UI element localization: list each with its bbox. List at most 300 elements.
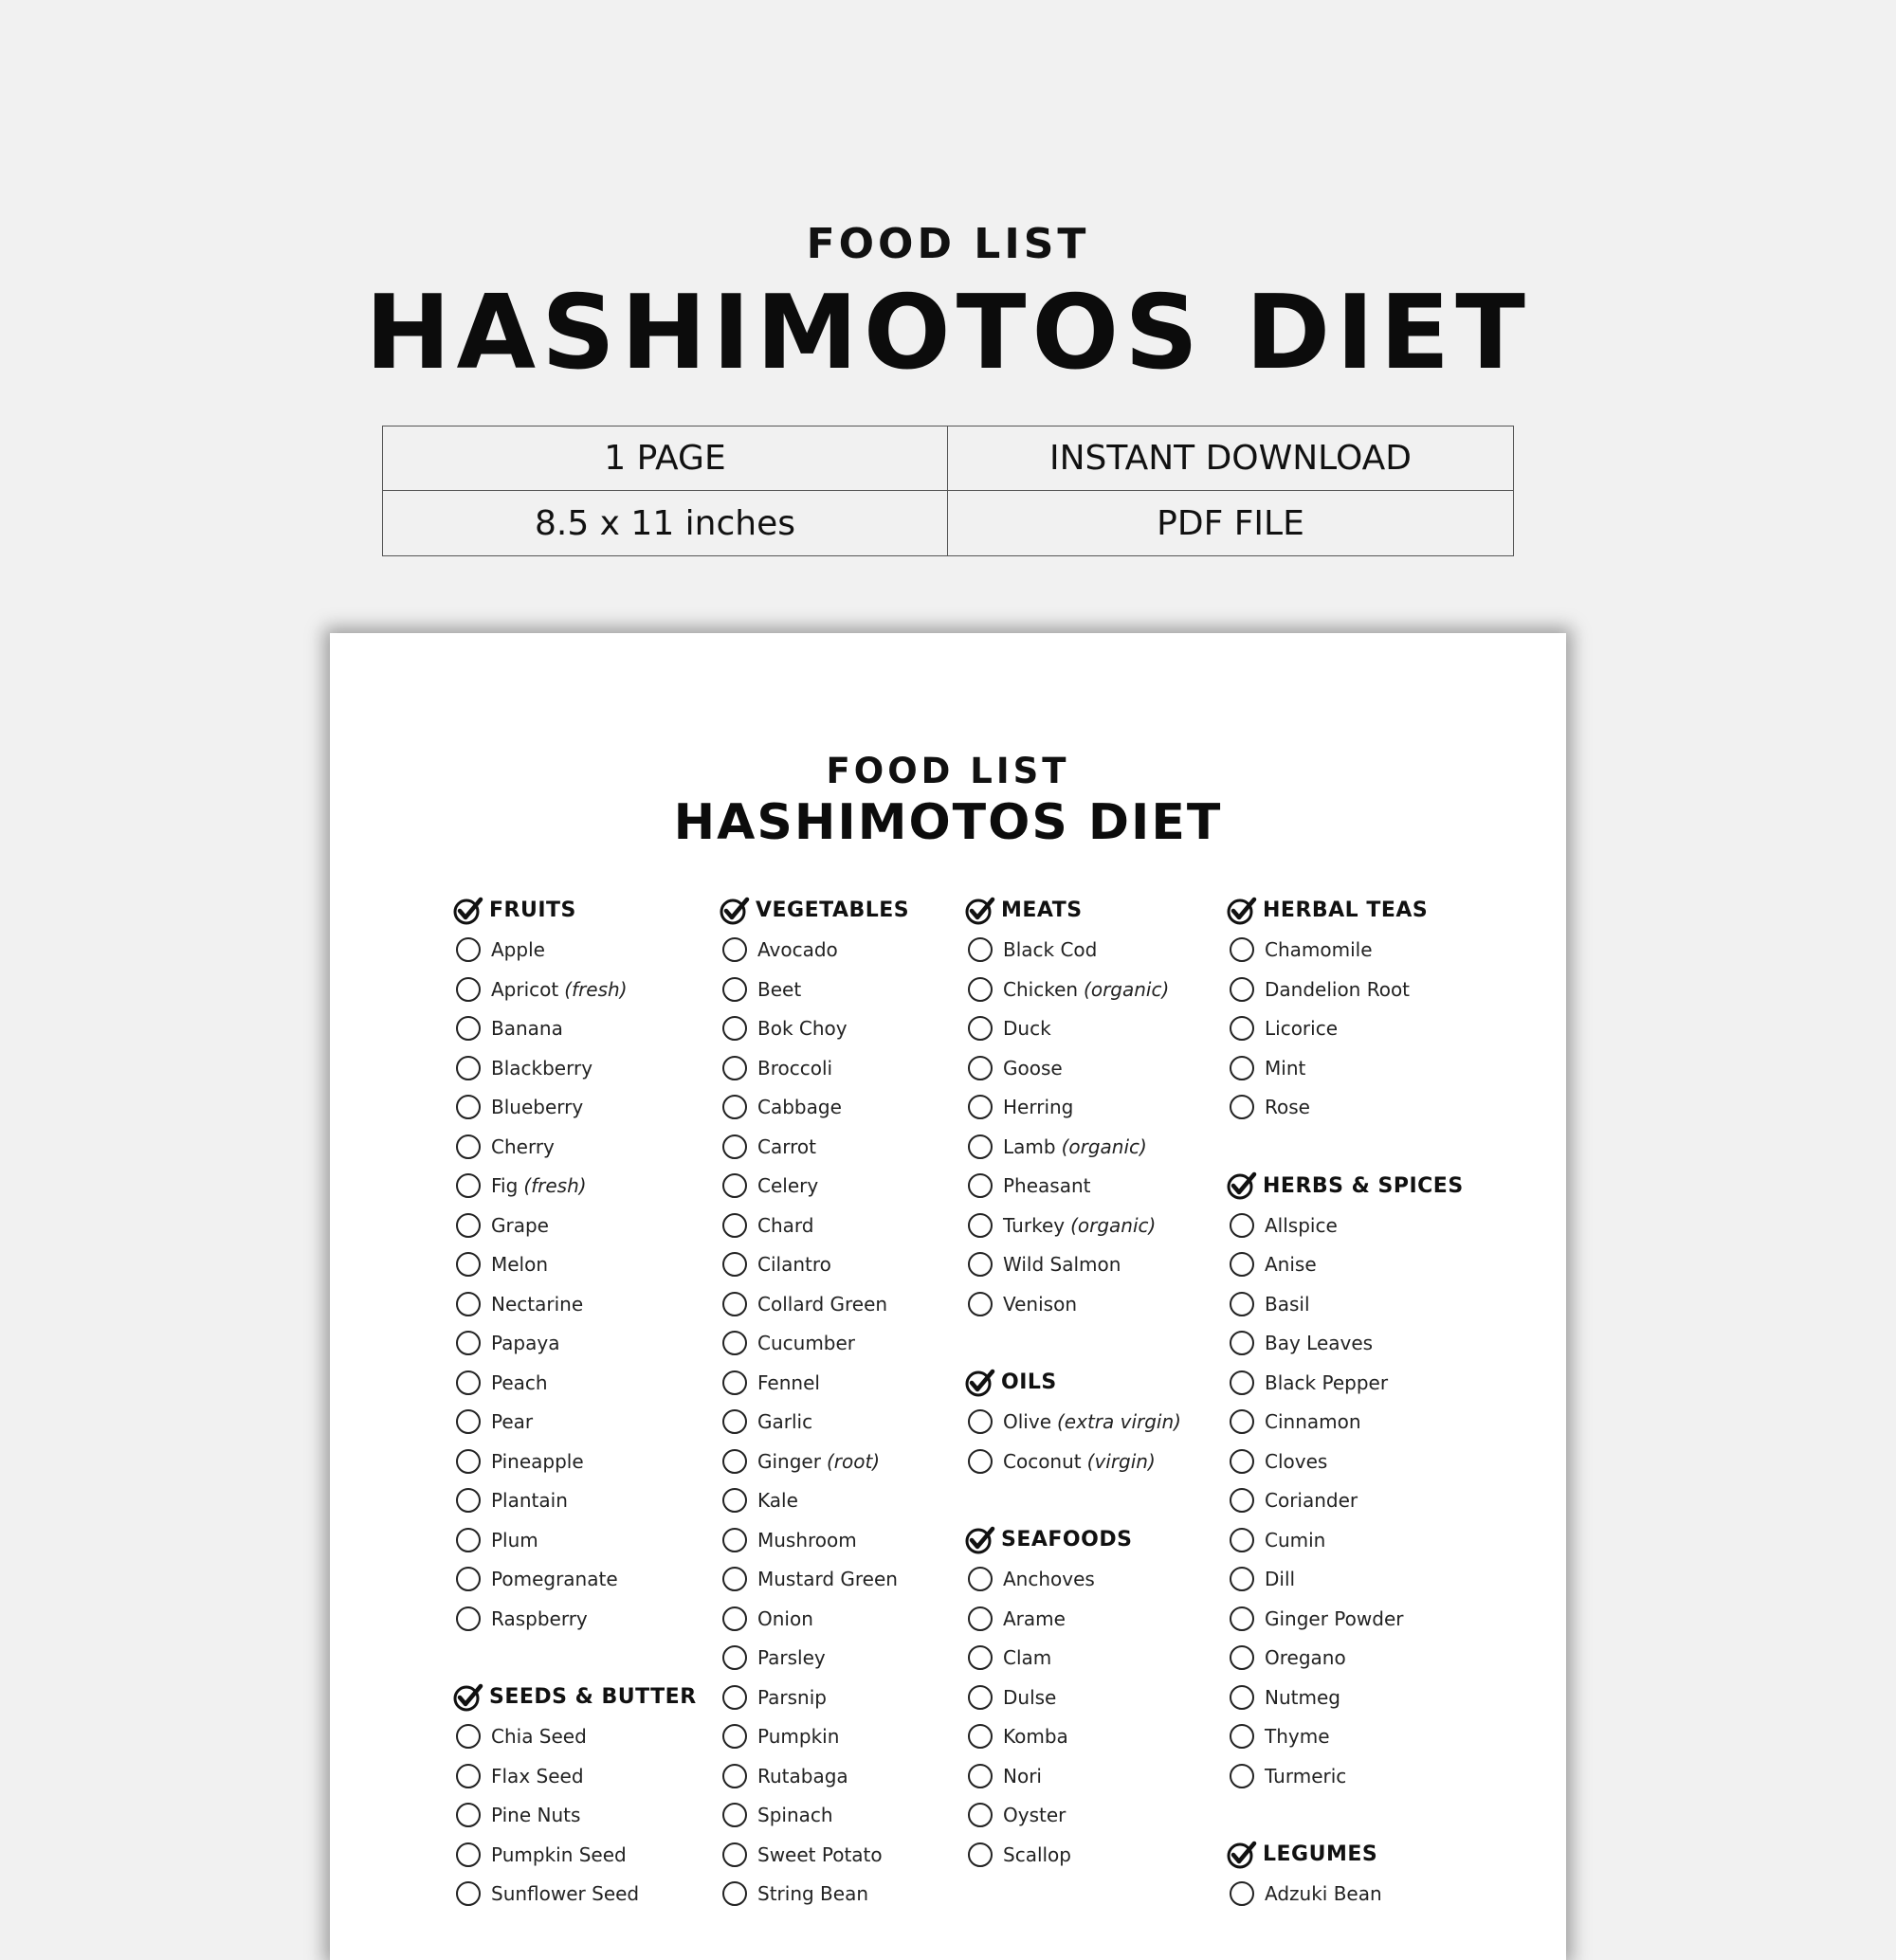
checkbox-circle-icon[interactable] [456,1016,481,1041]
checkbox-circle-icon[interactable] [968,1685,993,1710]
checkbox-circle-icon[interactable] [968,1567,993,1591]
list-item[interactable] [1227,970,1464,1009]
item-name: Duck [1003,1017,1051,1041]
checkbox-circle-icon[interactable] [456,1056,481,1080]
list-item[interactable] [453,1048,697,1088]
checkbox-circle-icon[interactable] [968,1842,993,1867]
item-name: Licorice [1265,1017,1339,1041]
list-item[interactable] [965,1835,1181,1875]
checkbox-circle-icon[interactable] [968,1173,993,1198]
item-name: Turmeric [1265,1764,1347,1788]
checkbox-circle-icon[interactable] [722,1370,747,1395]
item-label [757,1017,848,1040]
item-name: Mushroom [757,1528,857,1552]
item-label [757,1843,883,1866]
list-item[interactable] [453,1167,697,1207]
item-label [757,1450,880,1473]
item-name: Cilantro [757,1253,831,1277]
list-item[interactable] [453,1284,697,1324]
list-item[interactable] [965,1206,1181,1245]
list-item[interactable] [720,1284,909,1324]
item-name: Grape [491,1213,549,1237]
list-item[interactable] [720,1717,909,1757]
section-header [1227,891,1464,931]
checkbox-circle-icon[interactable] [722,1252,747,1277]
checkbox-circle-icon[interactable] [968,1292,993,1316]
item-label [491,1371,548,1394]
checkbox-circle-icon[interactable] [722,1449,747,1474]
list-item[interactable] [720,1442,909,1481]
list-item[interactable] [1227,1088,1464,1128]
item-label [757,1765,848,1788]
checkbox-circle-icon[interactable] [456,1331,481,1355]
item-label [757,1174,818,1197]
checkbox-circle-icon[interactable] [456,1449,481,1474]
item-name: Sunflower Seed [491,1882,640,1906]
list-item[interactable] [720,1167,909,1207]
list-item[interactable] [720,1363,909,1403]
item-name: Pumpkin [757,1725,840,1749]
list-item[interactable] [965,1678,1181,1717]
checkbox-circle-icon[interactable] [1230,1881,1254,1906]
item-label [757,1293,887,1316]
list-item[interactable] [720,1599,909,1639]
list-item[interactable] [453,1088,697,1128]
list-item[interactable] [1227,1717,1464,1757]
checkbox-circle-icon[interactable] [456,1252,481,1277]
item-name: Cherry [491,1134,555,1158]
checkbox-circle-icon[interactable] [1230,1331,1254,1355]
list-item[interactable] [965,1284,1181,1324]
checkbox-circle-icon[interactable] [968,1606,993,1631]
list-item[interactable] [720,1481,909,1521]
list-item[interactable] [965,1599,1181,1639]
list-item[interactable] [453,1520,697,1560]
item-label [1003,1410,1181,1433]
item-label [1003,1568,1095,1590]
item-label [491,1529,538,1552]
list-item[interactable] [720,1835,909,1875]
item-label [491,1568,618,1590]
item-label [1265,1765,1346,1788]
list-item[interactable] [965,970,1181,1009]
checkbox-circle-icon[interactable] [722,1803,747,1827]
item-name: Pheasant [1003,1174,1091,1198]
header-title: HASHIMOTOS DIET [365,274,1531,392]
checkbox-circle-icon[interactable] [722,1764,747,1788]
list-item[interactable] [453,1403,697,1443]
sheet-title: HASHIMOTOS DIET [673,794,1223,851]
checkbox-circle-icon[interactable] [722,937,747,962]
list-item[interactable] [453,970,697,1009]
item-name: Banana [491,1017,563,1041]
item-name: Venison [1003,1292,1077,1316]
item-label [1265,1646,1346,1669]
checkbox-circle-icon[interactable] [968,1056,993,1080]
checkbox-circle-icon[interactable] [968,1803,993,1827]
checkbox-circle-icon[interactable] [1230,1056,1254,1080]
checkbox-circle-icon[interactable] [722,1016,747,1041]
item-label [1003,1253,1121,1276]
list-item[interactable] [453,1009,697,1049]
item-label [1265,978,1410,1001]
item-label [1003,1135,1147,1158]
list-item[interactable] [453,1875,697,1915]
item-note: (virgin) [1086,1449,1156,1473]
checkbox-circle-icon[interactable] [1230,1292,1254,1316]
list-item[interactable] [720,1127,909,1167]
item-name: Adzuki Bean [1265,1882,1382,1906]
checkbox-circle-icon[interactable] [456,1881,481,1906]
checkbox-circle-icon[interactable] [722,1567,747,1591]
item-label [1265,1253,1317,1276]
item-name: Avocado [757,938,838,962]
item-label [757,1686,827,1709]
item-label [491,1174,587,1197]
checkbox-circle-icon[interactable] [1230,1724,1254,1749]
list-item[interactable] [453,1796,697,1836]
list-item[interactable] [453,1127,697,1167]
checkbox-circle-icon[interactable] [456,1528,481,1552]
item-name: Parsnip [757,1685,827,1709]
checkbox-circle-icon[interactable] [968,1724,993,1749]
list-item[interactable] [1227,1639,1464,1679]
checkbox-circle-icon[interactable] [722,1056,747,1080]
item-label [1003,1293,1077,1316]
checkmark-icon [1227,1840,1257,1870]
section-header [965,891,1181,931]
item-label [1003,978,1169,1001]
item-name: Fennel [757,1370,820,1394]
item-name: Sweet Potato [757,1842,883,1866]
checkbox-circle-icon[interactable] [456,1134,481,1159]
item-label [757,1096,842,1118]
checkbox-circle-icon[interactable] [456,1370,481,1395]
list-item[interactable] [720,970,909,1009]
list-item[interactable] [453,1481,697,1521]
info-cell-pages: 1 PAGE [383,426,948,491]
checkbox-circle-icon[interactable] [968,1252,993,1277]
checkbox-circle-icon[interactable] [1230,1528,1254,1552]
list-item[interactable] [720,1324,909,1364]
list-item[interactable] [965,1009,1181,1049]
item-name: Cumin [1265,1528,1326,1552]
list-item[interactable] [1227,1875,1464,1915]
item-name: Arame [1003,1606,1066,1630]
checkbox-circle-icon[interactable] [456,1488,481,1513]
checkbox-circle-icon[interactable] [1230,1685,1254,1710]
list-item[interactable] [1227,1678,1464,1717]
section-header [965,1363,1181,1403]
item-label [1265,938,1373,961]
checkbox-circle-icon[interactable] [1230,1645,1254,1670]
list-item[interactable] [965,1127,1181,1167]
item-name: Plum [491,1528,538,1552]
section-header [453,1678,697,1717]
item-label [757,1253,831,1276]
checkbox-circle-icon[interactable] [456,1567,481,1591]
item-label [1265,1057,1305,1080]
list-item[interactable] [720,1403,909,1443]
checkbox-circle-icon[interactable] [968,1409,993,1434]
checkbox-circle-icon[interactable] [1230,1606,1254,1631]
checkbox-circle-icon[interactable] [456,1803,481,1827]
item-label [1003,1843,1071,1866]
item-label [1003,1646,1051,1669]
list-item[interactable] [1227,1481,1464,1521]
checkbox-circle-icon[interactable] [722,1881,747,1906]
item-label [757,1882,868,1905]
item-name: Dulse [1003,1685,1057,1709]
info-table [382,426,1514,556]
list-item[interactable] [453,1324,697,1364]
item-label [757,978,801,1001]
item-label [491,1057,592,1080]
list-item[interactable] [1227,1560,1464,1600]
item-label [491,1489,568,1512]
item-label [1003,1804,1066,1826]
item-label [491,1410,533,1433]
checkbox-circle-icon[interactable] [968,1134,993,1159]
section-spacer [1227,1127,1464,1167]
list-item[interactable] [1227,1284,1464,1324]
list-item[interactable] [965,1245,1181,1285]
item-name: Ginger [757,1449,821,1473]
checkbox-circle-icon[interactable] [968,1213,993,1238]
checkbox-circle-icon[interactable] [722,1134,747,1159]
item-label [1265,1293,1310,1316]
item-label [757,1371,820,1394]
item-label [491,1765,584,1788]
list-item[interactable] [720,1639,909,1679]
list-item[interactable] [965,1442,1181,1481]
section-title: LEGUMES [1263,1842,1378,1867]
item-label [491,1293,583,1316]
list-item[interactable] [1227,1520,1464,1560]
checkbox-circle-icon[interactable] [1230,1213,1254,1238]
item-label [491,1253,548,1276]
checkbox-circle-icon[interactable] [968,1645,993,1670]
item-name: Collard Green [757,1292,888,1316]
checkbox-circle-icon[interactable] [1230,1095,1254,1119]
checkbox-circle-icon[interactable] [456,1842,481,1867]
list-item[interactable] [1227,1442,1464,1481]
checkbox-circle-icon[interactable] [1230,1370,1254,1395]
item-label [491,1607,588,1630]
checkbox-circle-icon[interactable] [456,1606,481,1631]
list-item[interactable] [965,1088,1181,1128]
list-item[interactable] [965,1796,1181,1836]
item-name: Onion [757,1606,813,1630]
checkbox-circle-icon[interactable] [1230,1764,1254,1788]
list-item[interactable] [720,1520,909,1560]
item-label [1265,1332,1373,1354]
item-label [491,1725,587,1748]
list-item[interactable] [453,1206,697,1245]
item-name: Black Cod [1003,938,1098,962]
checkbox-circle-icon[interactable] [456,1173,481,1198]
item-name: Pomegranate [491,1568,618,1591]
list-item[interactable] [453,1245,697,1285]
item-name: Dandelion Root [1265,977,1411,1001]
list-item[interactable] [965,1717,1181,1757]
checkbox-circle-icon[interactable] [968,1016,993,1041]
checkbox-circle-icon[interactable] [722,1685,747,1710]
item-name: Apple [491,938,545,962]
list-item[interactable] [720,1560,909,1600]
item-name: Chia Seed [491,1725,587,1749]
item-label [491,1332,559,1354]
list-item[interactable] [965,1756,1181,1796]
item-label [757,1410,812,1433]
info-cell-download: INSTANT DOWNLOAD [948,426,1513,491]
checkbox-circle-icon[interactable] [722,1409,747,1434]
list-item[interactable] [965,1560,1181,1600]
checkbox-circle-icon[interactable] [968,1449,993,1474]
list-item[interactable] [965,931,1181,971]
item-name: Peach [491,1370,548,1394]
list-item[interactable] [1227,1324,1464,1364]
checkbox-circle-icon[interactable] [968,1764,993,1788]
list-item[interactable] [965,1403,1181,1443]
item-label [757,1607,813,1630]
list-item[interactable] [453,1756,697,1796]
list-item[interactable] [1227,1363,1464,1403]
item-label [757,1529,857,1552]
checkbox-circle-icon[interactable] [1230,1449,1254,1474]
checkbox-circle-icon[interactable] [722,1645,747,1670]
list-item[interactable] [720,1875,909,1915]
list-item[interactable] [720,1245,909,1285]
checkbox-circle-icon[interactable] [722,1213,747,1238]
checkbox-circle-icon[interactable] [1230,1016,1254,1041]
item-note: (extra virgin) [1057,1410,1181,1434]
checkbox-circle-icon[interactable] [968,977,993,1002]
checkbox-circle-icon[interactable] [1230,1252,1254,1277]
checkbox-circle-icon[interactable] [722,1173,747,1198]
section-spacer [1227,1796,1464,1836]
item-label [757,938,838,961]
list-item[interactable] [453,1599,697,1639]
section-title: MEATS [1001,898,1083,923]
checkbox-circle-icon[interactable] [1230,977,1254,1002]
checkbox-circle-icon[interactable] [722,1095,747,1119]
item-name: Melon [491,1253,549,1277]
section-spacer [453,1639,697,1679]
checkmark-icon [965,1368,995,1398]
checkbox-circle-icon[interactable] [456,1213,481,1238]
checkbox-circle-icon[interactable] [1230,937,1254,962]
list-item[interactable] [453,1442,697,1481]
item-label [1265,1096,1310,1118]
checkmark-icon [965,896,995,926]
list-item[interactable] [453,1560,697,1600]
item-name: Anise [1265,1253,1317,1277]
item-name: Apricot [491,977,559,1001]
list-item[interactable] [965,1048,1181,1088]
checkbox-circle-icon[interactable] [722,1528,747,1552]
list-item[interactable] [720,1756,909,1796]
item-label [757,1057,832,1080]
list-item[interactable] [1227,1009,1464,1049]
item-label [1265,1371,1388,1394]
item-label [1003,1765,1042,1788]
checkbox-circle-icon[interactable] [456,1292,481,1316]
item-label [1003,1174,1091,1197]
list-item[interactable] [453,931,697,971]
checkbox-circle-icon[interactable] [722,1724,747,1749]
list-item[interactable] [720,1088,909,1128]
section-header [1227,1835,1464,1875]
section-header [1227,1167,1464,1207]
list-item[interactable] [720,1009,909,1049]
list-item[interactable] [1227,1245,1464,1285]
item-name: Pumpkin Seed [491,1842,627,1866]
checkbox-circle-icon[interactable] [722,1606,747,1631]
item-name: Mustard Green [757,1568,898,1591]
checkbox-circle-icon[interactable] [722,1842,747,1867]
list-item[interactable] [453,1717,697,1757]
item-name: Lamb [1003,1134,1056,1158]
list-item[interactable] [453,1363,697,1403]
item-name: String Bean [757,1882,869,1906]
checkbox-circle-icon[interactable] [722,1292,747,1316]
item-name: Olive [1003,1410,1051,1434]
list-item[interactable] [1227,1599,1464,1639]
checkbox-circle-icon[interactable] [456,937,481,962]
item-label [491,1135,555,1158]
list-item[interactable] [1227,931,1464,971]
list-item[interactable] [965,1167,1181,1207]
checkbox-circle-icon[interactable] [456,1764,481,1788]
list-item[interactable] [1227,1206,1464,1245]
checkbox-circle-icon[interactable] [722,1488,747,1513]
list-item[interactable] [1227,1403,1464,1443]
list-item[interactable] [965,1639,1181,1679]
checkbox-circle-icon[interactable] [722,1331,747,1355]
list-item[interactable] [720,1048,909,1088]
list-item[interactable] [720,931,909,971]
checkbox-circle-icon[interactable] [456,1724,481,1749]
list-item[interactable] [720,1678,909,1717]
item-label [1265,1450,1327,1473]
checkbox-circle-icon[interactable] [968,937,993,962]
item-name: Coriander [1265,1489,1358,1513]
checkbox-circle-icon[interactable] [456,977,481,1002]
list-item[interactable] [1227,1756,1464,1796]
item-label [1265,1686,1340,1709]
list-item[interactable] [453,1835,697,1875]
checkbox-circle-icon[interactable] [968,1095,993,1119]
checkbox-circle-icon[interactable] [456,1409,481,1434]
checkbox-circle-icon[interactable] [456,1095,481,1119]
section-title: HERBS & SPICES [1263,1173,1464,1198]
item-name: Raspberry [491,1606,588,1630]
item-name: Carrot [757,1134,816,1158]
list-item[interactable] [720,1796,909,1836]
item-name: Parsley [757,1646,826,1670]
food-column-1 [453,891,697,1914]
list-item[interactable] [720,1206,909,1245]
checkbox-circle-icon[interactable] [1230,1567,1254,1591]
item-name: Rose [1265,1096,1310,1119]
checkbox-circle-icon[interactable] [1230,1488,1254,1513]
item-name: Cabbage [757,1096,842,1119]
checkbox-circle-icon[interactable] [722,977,747,1002]
list-item[interactable] [1227,1048,1464,1088]
checkbox-circle-icon[interactable] [1230,1409,1254,1434]
item-name: Cinnamon [1265,1410,1361,1434]
